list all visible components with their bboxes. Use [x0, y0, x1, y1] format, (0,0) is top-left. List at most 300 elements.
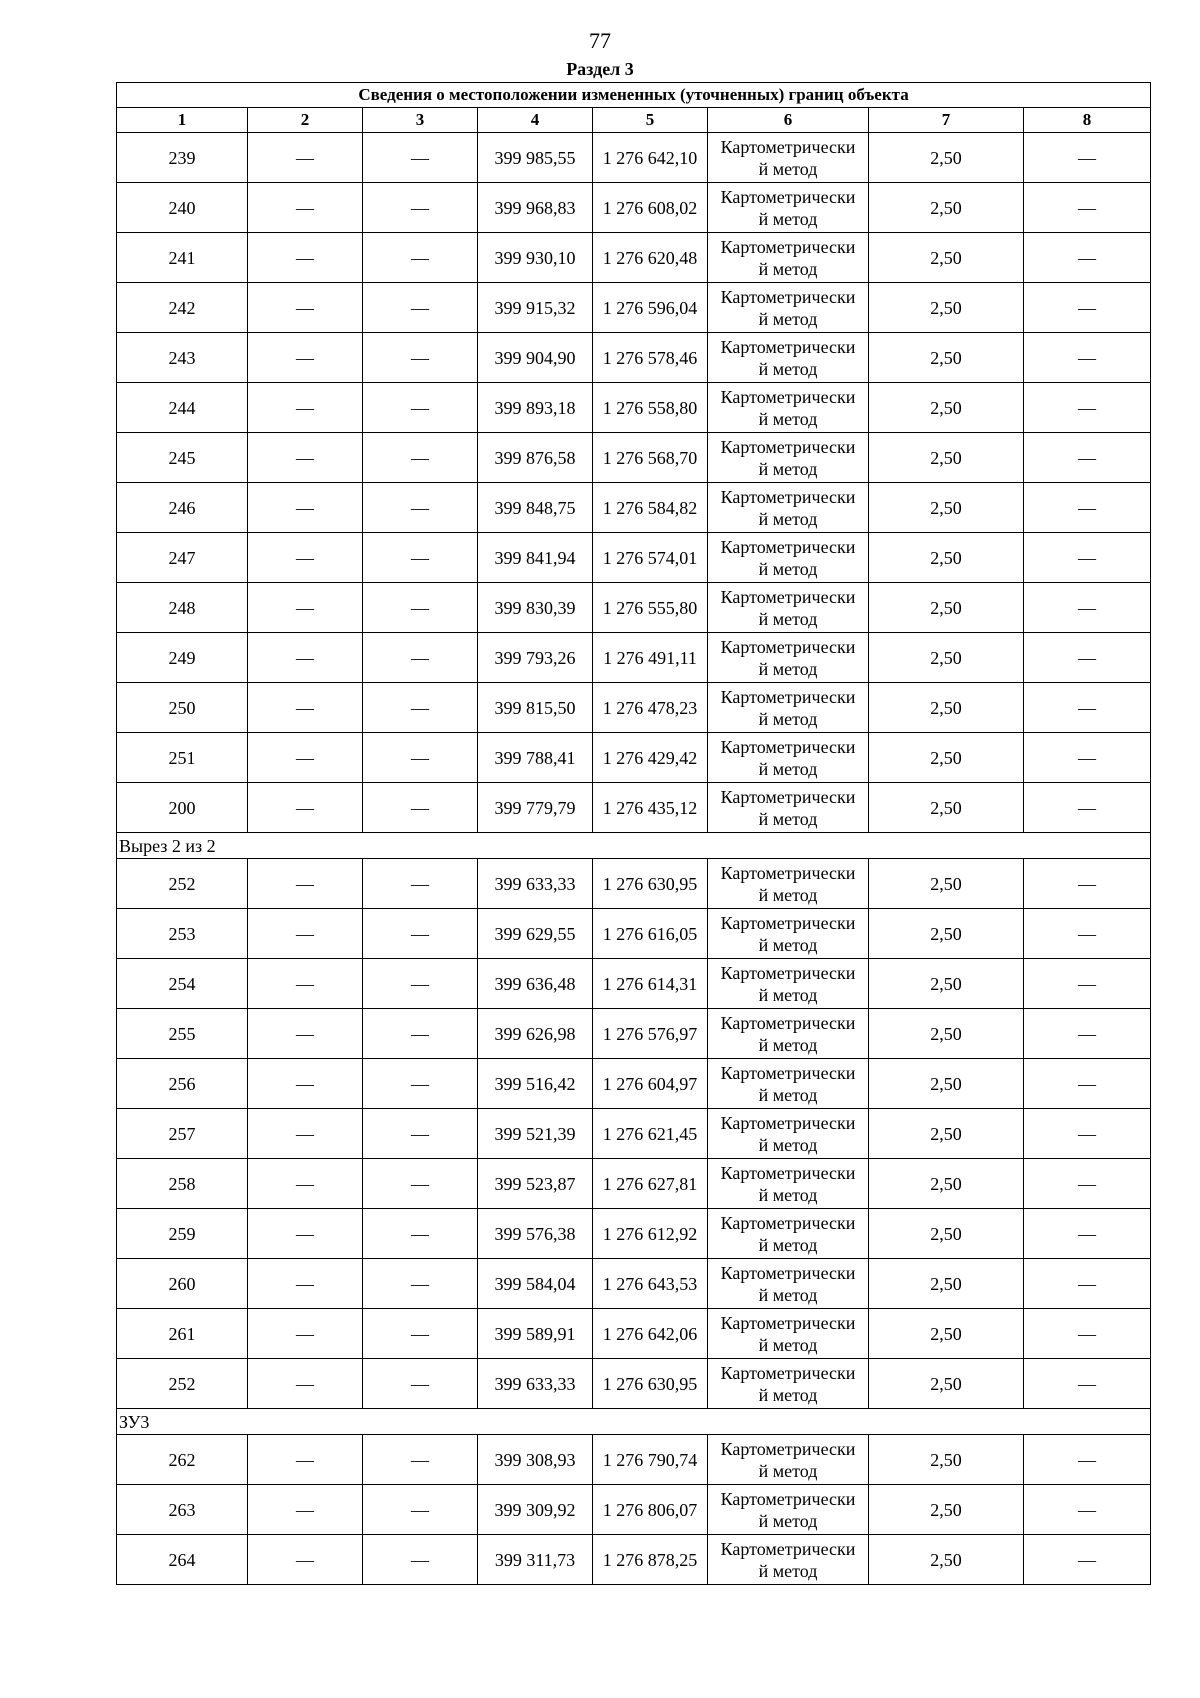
accuracy-cell: 2,50 [869, 1059, 1024, 1109]
x-coordinate-cell: 399 985,55 [478, 133, 593, 183]
accuracy-cell: 2,50 [869, 733, 1024, 783]
col8-cell: — [1024, 433, 1151, 483]
col8-cell: — [1024, 133, 1151, 183]
method-line-1: Картометрически [720, 912, 856, 933]
column-header: 7 [869, 108, 1024, 133]
method-line-2: й метод [758, 658, 818, 679]
method-line-2: й метод [758, 508, 818, 529]
col3-cell: — [363, 433, 478, 483]
method-cell [708, 333, 869, 383]
y-coordinate-cell: 1 276 620,48 [593, 233, 708, 283]
y-coordinate-cell: 1 276 630,95 [593, 859, 708, 909]
y-coordinate-cell: 1 276 614,31 [593, 959, 708, 1009]
method-line-2: й метод [758, 308, 818, 329]
y-coordinate-cell: 1 276 558,80 [593, 383, 708, 433]
col3-cell: — [363, 1435, 478, 1485]
point-number-cell: 259 [117, 1209, 248, 1259]
col2-cell: — [248, 133, 363, 183]
method-line-2: й метод [758, 708, 818, 729]
table-row [117, 333, 1151, 383]
x-coordinate-cell: 399 788,41 [478, 733, 593, 783]
method-cell [708, 909, 869, 959]
method-line-1: Картометрически [720, 586, 856, 607]
col8-cell: — [1024, 733, 1151, 783]
table-row [117, 783, 1151, 833]
col8-cell: — [1024, 1535, 1151, 1585]
method-line-1: Картометрически [720, 1012, 856, 1033]
group-row [117, 1409, 1151, 1435]
x-coordinate-cell: 399 633,33 [478, 859, 593, 909]
point-number-cell: 244 [117, 383, 248, 433]
column-header: 3 [363, 108, 478, 133]
table-row [117, 1159, 1151, 1209]
col8-cell: — [1024, 233, 1151, 283]
col8-cell: — [1024, 859, 1151, 909]
method-line-1: Картометрически [720, 962, 856, 983]
method-line-2: й метод [758, 358, 818, 379]
col3-cell: — [363, 1159, 478, 1209]
table-row [117, 433, 1151, 483]
table-row [117, 183, 1151, 233]
x-coordinate-cell: 399 830,39 [478, 583, 593, 633]
method-cell [708, 1485, 869, 1535]
method-line-1: Картометрически [720, 236, 856, 257]
col3-cell: — [363, 1109, 478, 1159]
method-line-1: Картометрически [720, 686, 856, 707]
x-coordinate-cell: 399 311,73 [478, 1535, 593, 1585]
method-line-2: й метод [758, 884, 818, 905]
method-line-1: Картометрически [720, 636, 856, 657]
point-number-cell: 252 [117, 1359, 248, 1409]
method-cell [708, 783, 869, 833]
column-header: 4 [478, 108, 593, 133]
col8-cell: — [1024, 383, 1151, 433]
method-line-2: й метод [758, 608, 818, 629]
method-line-1: Картометрически [720, 1262, 856, 1283]
col8-cell: — [1024, 183, 1151, 233]
col2-cell: — [248, 533, 363, 583]
x-coordinate-cell: 399 915,32 [478, 283, 593, 333]
col8-cell: — [1024, 583, 1151, 633]
table-row [117, 733, 1151, 783]
col3-cell: — [363, 533, 478, 583]
method-line-1: Картометрически [720, 436, 856, 457]
col2-cell: — [248, 283, 363, 333]
table-row [117, 859, 1151, 909]
col3-cell: — [363, 133, 478, 183]
point-number-cell: 200 [117, 783, 248, 833]
method-cell [708, 1209, 869, 1259]
method-line-1: Картометрически [720, 862, 856, 883]
point-number-cell: 252 [117, 859, 248, 909]
method-cell [708, 683, 869, 733]
method-line-1: Картометрически [720, 1112, 856, 1133]
y-coordinate-cell: 1 276 555,80 [593, 583, 708, 633]
point-number-cell: 245 [117, 433, 248, 483]
y-coordinate-cell: 1 276 491,11 [593, 633, 708, 683]
method-cell [708, 733, 869, 783]
col3-cell: — [363, 283, 478, 333]
col3-cell: — [363, 383, 478, 433]
y-coordinate-cell: 1 276 478,23 [593, 683, 708, 733]
col3-cell: — [363, 683, 478, 733]
method-line-2: й метод [758, 1134, 818, 1155]
method-cell [708, 533, 869, 583]
accuracy-cell: 2,50 [869, 183, 1024, 233]
y-coordinate-cell: 1 276 642,10 [593, 133, 708, 183]
accuracy-cell: 2,50 [869, 1309, 1024, 1359]
col3-cell: — [363, 1059, 478, 1109]
method-line-1: Картометрически [720, 186, 856, 207]
y-coordinate-cell: 1 276 642,06 [593, 1309, 708, 1359]
column-header: 8 [1024, 108, 1151, 133]
x-coordinate-cell: 399 523,87 [478, 1159, 593, 1209]
col2-cell: — [248, 1009, 363, 1059]
method-cell [708, 1059, 869, 1109]
method-cell [708, 133, 869, 183]
method-line-2: й метод [758, 1284, 818, 1305]
table-row [117, 1485, 1151, 1535]
col3-cell: — [363, 1535, 478, 1585]
col3-cell: — [363, 1309, 478, 1359]
col2-cell: — [248, 383, 363, 433]
column-header: 1 [117, 108, 248, 133]
x-coordinate-cell: 399 876,58 [478, 433, 593, 483]
x-coordinate-cell: 399 904,90 [478, 333, 593, 383]
col2-cell: — [248, 1109, 363, 1159]
method-cell [708, 1259, 869, 1309]
col2-cell: — [248, 483, 363, 533]
method-line-1: Картометрически [720, 1162, 856, 1183]
accuracy-cell: 2,50 [869, 1259, 1024, 1309]
point-number-cell: 243 [117, 333, 248, 383]
col8-cell: — [1024, 1485, 1151, 1535]
accuracy-cell: 2,50 [869, 959, 1024, 1009]
method-line-1: Картометрически [720, 1312, 856, 1333]
accuracy-cell: 2,50 [869, 283, 1024, 333]
y-coordinate-cell: 1 276 435,12 [593, 783, 708, 833]
method-cell [708, 1009, 869, 1059]
y-coordinate-cell: 1 276 627,81 [593, 1159, 708, 1209]
point-number-cell: 262 [117, 1435, 248, 1485]
method-cell [708, 1359, 869, 1409]
group-label: ЗУ3 [117, 1409, 1151, 1435]
method-cell [708, 959, 869, 1009]
method-line-1: Картометрически [720, 486, 856, 507]
method-line-2: й метод [758, 1234, 818, 1255]
method-line-2: й метод [758, 1560, 818, 1581]
x-coordinate-cell: 399 521,39 [478, 1109, 593, 1159]
accuracy-cell: 2,50 [869, 1435, 1024, 1485]
method-line-1: Картометрически [720, 1062, 856, 1083]
method-line-2: й метод [758, 1460, 818, 1481]
col3-cell: — [363, 1359, 478, 1409]
col8-cell: — [1024, 1209, 1151, 1259]
col8-cell: — [1024, 1259, 1151, 1309]
col8-cell: — [1024, 1435, 1151, 1485]
x-coordinate-cell: 399 930,10 [478, 233, 593, 283]
col2-cell: — [248, 183, 363, 233]
x-coordinate-cell: 399 309,92 [478, 1485, 593, 1535]
point-number-cell: 250 [117, 683, 248, 733]
col8-cell: — [1024, 1359, 1151, 1409]
col2-cell: — [248, 733, 363, 783]
table-row [117, 683, 1151, 733]
method-cell [708, 233, 869, 283]
point-number-cell: 239 [117, 133, 248, 183]
coordinates-table [116, 82, 1151, 1585]
col3-cell: — [363, 1485, 478, 1535]
col2-cell: — [248, 433, 363, 483]
point-number-cell: 247 [117, 533, 248, 583]
y-coordinate-cell: 1 276 574,01 [593, 533, 708, 583]
method-line-1: Картометрически [720, 286, 856, 307]
accuracy-cell: 2,50 [869, 683, 1024, 733]
col3-cell: — [363, 783, 478, 833]
accuracy-cell: 2,50 [869, 233, 1024, 283]
col2-cell: — [248, 583, 363, 633]
table-row [117, 1309, 1151, 1359]
method-line-1: Картометрически [720, 136, 856, 157]
accuracy-cell: 2,50 [869, 1535, 1024, 1585]
col2-cell: — [248, 1159, 363, 1209]
x-coordinate-cell: 399 308,93 [478, 1435, 593, 1485]
col2-cell: — [248, 1485, 363, 1535]
point-number-cell: 253 [117, 909, 248, 959]
col3-cell: — [363, 583, 478, 633]
col3-cell: — [363, 1259, 478, 1309]
method-cell [708, 1535, 869, 1585]
point-number-cell: 248 [117, 583, 248, 633]
y-coordinate-cell: 1 276 616,05 [593, 909, 708, 959]
col2-cell: — [248, 233, 363, 283]
col3-cell: — [363, 483, 478, 533]
col2-cell: — [248, 1059, 363, 1109]
x-coordinate-cell: 399 576,38 [478, 1209, 593, 1259]
method-line-1: Картометрически [720, 1362, 856, 1383]
x-coordinate-cell: 399 893,18 [478, 383, 593, 433]
y-coordinate-cell: 1 276 578,46 [593, 333, 708, 383]
col2-cell: — [248, 1435, 363, 1485]
y-coordinate-cell: 1 276 643,53 [593, 1259, 708, 1309]
y-coordinate-cell: 1 276 608,02 [593, 183, 708, 233]
y-coordinate-cell: 1 276 429,42 [593, 733, 708, 783]
table-row [117, 383, 1151, 433]
point-number-cell: 254 [117, 959, 248, 1009]
point-number-cell: 256 [117, 1059, 248, 1109]
col2-cell: — [248, 859, 363, 909]
col8-cell: — [1024, 1059, 1151, 1109]
accuracy-cell: 2,50 [869, 483, 1024, 533]
table-row [117, 1259, 1151, 1309]
method-line-1: Картометрически [720, 336, 856, 357]
col3-cell: — [363, 633, 478, 683]
x-coordinate-cell: 399 848,75 [478, 483, 593, 533]
accuracy-cell: 2,50 [869, 433, 1024, 483]
col3-cell: — [363, 333, 478, 383]
method-line-1: Картометрически [720, 1212, 856, 1233]
page-number: 77 [589, 28, 611, 53]
col3-cell: — [363, 909, 478, 959]
x-coordinate-cell: 399 793,26 [478, 633, 593, 683]
accuracy-cell: 2,50 [869, 1485, 1024, 1535]
x-coordinate-cell: 399 841,94 [478, 533, 593, 583]
method-line-2: й метод [758, 1510, 818, 1531]
col2-cell: — [248, 683, 363, 733]
method-line-1: Картометрически [720, 786, 856, 807]
method-line-2: й метод [758, 1334, 818, 1355]
method-line-1: Картометрически [720, 1538, 856, 1559]
y-coordinate-cell: 1 276 584,82 [593, 483, 708, 533]
accuracy-cell: 2,50 [869, 1209, 1024, 1259]
group-label: Вырез 2 из 2 [117, 833, 1151, 859]
method-line-2: й метод [758, 808, 818, 829]
group-row [117, 833, 1151, 859]
point-number-cell: 246 [117, 483, 248, 533]
table-row [117, 233, 1151, 283]
table-row [117, 483, 1151, 533]
method-line-2: й метод [758, 258, 818, 279]
accuracy-cell: 2,50 [869, 583, 1024, 633]
method-cell [708, 183, 869, 233]
accuracy-cell: 2,50 [869, 783, 1024, 833]
method-cell [708, 1159, 869, 1209]
point-number-cell: 240 [117, 183, 248, 233]
point-number-cell: 258 [117, 1159, 248, 1209]
method-line-2: й метод [758, 458, 818, 479]
col2-cell: — [248, 1259, 363, 1309]
y-coordinate-cell: 1 276 604,97 [593, 1059, 708, 1109]
point-number-cell: 263 [117, 1485, 248, 1535]
col2-cell: — [248, 1209, 363, 1259]
x-coordinate-cell: 399 815,50 [478, 683, 593, 733]
method-cell [708, 633, 869, 683]
method-line-2: й метод [758, 208, 818, 229]
col8-cell: — [1024, 783, 1151, 833]
col2-cell: — [248, 333, 363, 383]
y-coordinate-cell: 1 276 878,25 [593, 1535, 708, 1585]
table-caption: Сведения о местоположении измененных (уточненных) границ объекта [117, 83, 1151, 108]
method-cell [708, 1109, 869, 1159]
col8-cell: — [1024, 1159, 1151, 1209]
method-line-2: й метод [758, 758, 818, 779]
accuracy-cell: 2,50 [869, 533, 1024, 583]
col8-cell: — [1024, 959, 1151, 1009]
point-number-cell: 255 [117, 1009, 248, 1059]
table-row [117, 1535, 1151, 1585]
col3-cell: — [363, 1209, 478, 1259]
x-coordinate-cell: 399 968,83 [478, 183, 593, 233]
point-number-cell: 251 [117, 733, 248, 783]
col2-cell: — [248, 959, 363, 1009]
column-header: 6 [708, 108, 869, 133]
y-coordinate-cell: 1 276 596,04 [593, 283, 708, 333]
col8-cell: — [1024, 283, 1151, 333]
x-coordinate-cell: 399 636,48 [478, 959, 593, 1009]
table-row [117, 1109, 1151, 1159]
col2-cell: — [248, 1535, 363, 1585]
method-cell [708, 1309, 869, 1359]
col8-cell: — [1024, 483, 1151, 533]
col2-cell: — [248, 1309, 363, 1359]
y-coordinate-cell: 1 276 576,97 [593, 1009, 708, 1059]
col8-cell: — [1024, 633, 1151, 683]
point-number-cell: 241 [117, 233, 248, 283]
x-coordinate-cell: 399 626,98 [478, 1009, 593, 1059]
table-row [117, 583, 1151, 633]
method-line-2: й метод [758, 1084, 818, 1105]
col3-cell: — [363, 1009, 478, 1059]
method-cell [708, 583, 869, 633]
method-line-1: Картометрически [720, 1438, 856, 1459]
col8-cell: — [1024, 909, 1151, 959]
point-number-cell: 242 [117, 283, 248, 333]
col2-cell: — [248, 633, 363, 683]
col8-cell: — [1024, 1109, 1151, 1159]
method-line-1: Картометрически [720, 536, 856, 557]
method-line-2: й метод [758, 408, 818, 429]
col2-cell: — [248, 783, 363, 833]
x-coordinate-cell: 399 589,91 [478, 1309, 593, 1359]
accuracy-cell: 2,50 [869, 909, 1024, 959]
col2-cell: — [248, 1359, 363, 1409]
table-row [117, 283, 1151, 333]
method-line-2: й метод [758, 558, 818, 579]
column-header: 2 [248, 108, 363, 133]
col3-cell: — [363, 859, 478, 909]
point-number-cell: 249 [117, 633, 248, 683]
x-coordinate-cell: 399 629,55 [478, 909, 593, 959]
method-cell [708, 859, 869, 909]
table-body [117, 133, 1151, 1585]
accuracy-cell: 2,50 [869, 859, 1024, 909]
accuracy-cell: 2,50 [869, 1009, 1024, 1059]
y-coordinate-cell: 1 276 806,07 [593, 1485, 708, 1535]
accuracy-cell: 2,50 [869, 333, 1024, 383]
point-number-cell: 260 [117, 1259, 248, 1309]
method-cell [708, 1435, 869, 1485]
y-coordinate-cell: 1 276 630,95 [593, 1359, 708, 1409]
point-number-cell: 257 [117, 1109, 248, 1159]
y-coordinate-cell: 1 276 621,45 [593, 1109, 708, 1159]
point-number-cell: 261 [117, 1309, 248, 1359]
table-row [117, 533, 1151, 583]
col2-cell: — [248, 909, 363, 959]
table-row [117, 1059, 1151, 1109]
method-line-2: й метод [758, 984, 818, 1005]
point-number-cell: 264 [117, 1535, 248, 1585]
accuracy-cell: 2,50 [869, 633, 1024, 683]
method-cell [708, 483, 869, 533]
col3-cell: — [363, 733, 478, 783]
x-coordinate-cell: 399 584,04 [478, 1259, 593, 1309]
col8-cell: — [1024, 1009, 1151, 1059]
accuracy-cell: 2,50 [869, 1359, 1024, 1409]
method-cell [708, 433, 869, 483]
table-row [117, 959, 1151, 1009]
method-line-2: й метод [758, 1034, 818, 1055]
method-line-2: й метод [758, 158, 818, 179]
method-line-1: Картометрически [720, 386, 856, 407]
col8-cell: — [1024, 333, 1151, 383]
x-coordinate-cell: 399 779,79 [478, 783, 593, 833]
accuracy-cell: 2,50 [869, 1159, 1024, 1209]
table-row [117, 133, 1151, 183]
y-coordinate-cell: 1 276 790,74 [593, 1435, 708, 1485]
column-header: 5 [593, 108, 708, 133]
col8-cell: — [1024, 1309, 1151, 1359]
y-coordinate-cell: 1 276 568,70 [593, 433, 708, 483]
